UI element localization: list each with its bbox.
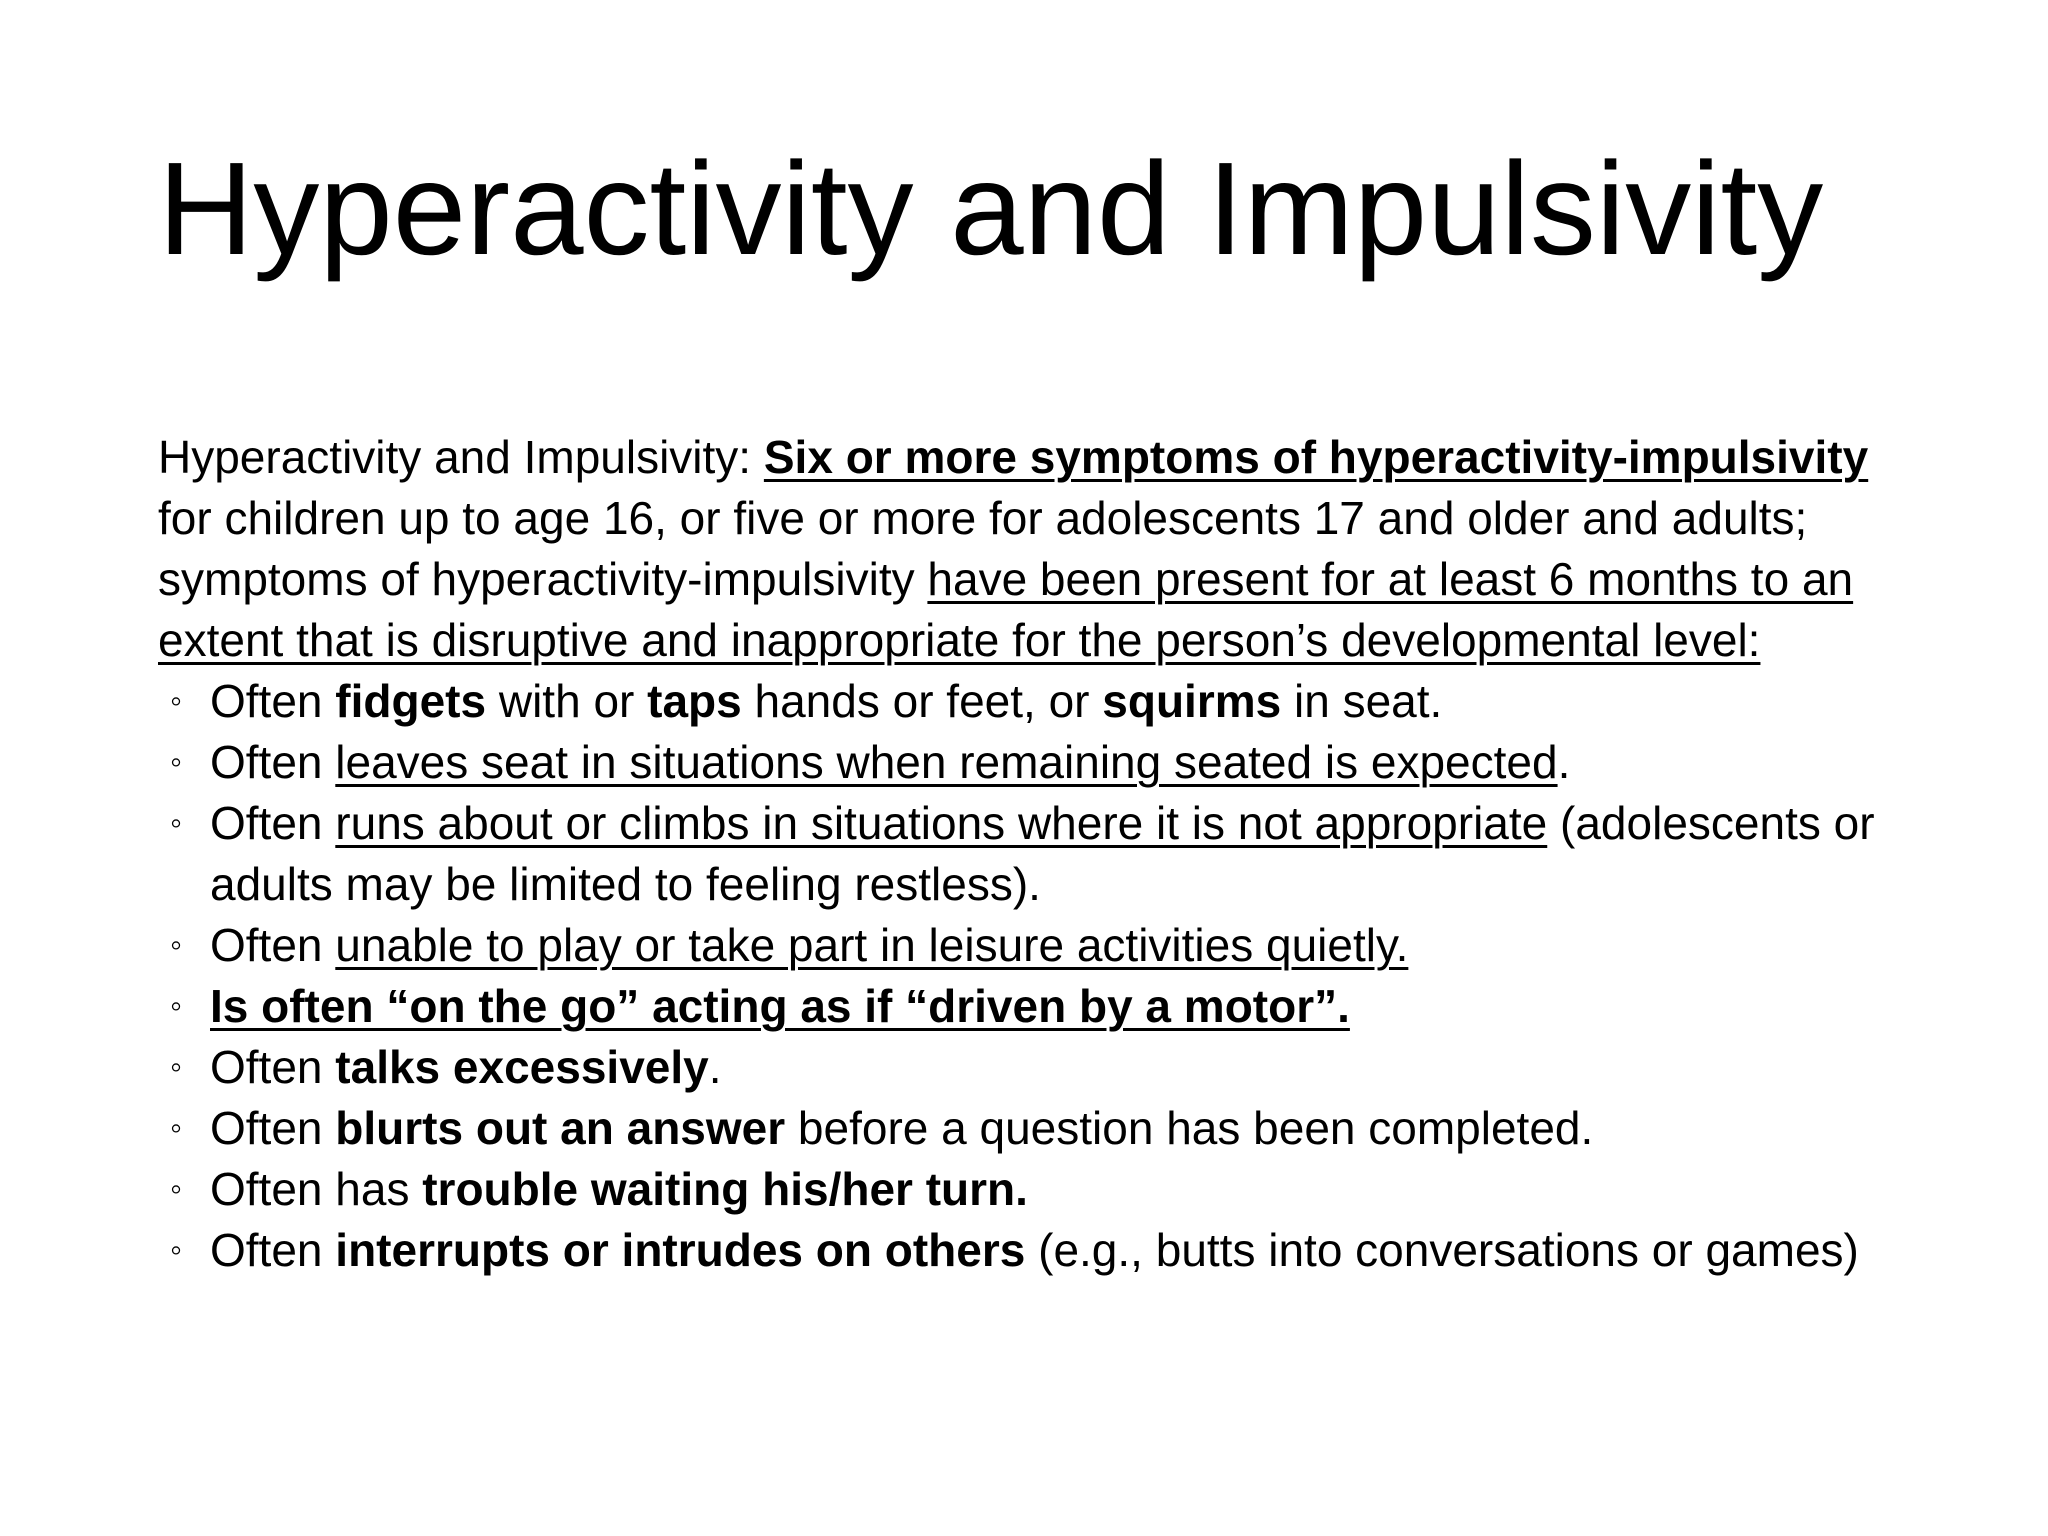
symptom-text: runs about or climbs in situations where it is not appropriate	[335, 797, 1548, 849]
symptom-text: talks excessively	[335, 1041, 709, 1093]
intro-paragraph	[158, 427, 1898, 671]
symptom-text: blurts out an answer	[335, 1102, 786, 1154]
symptom-text: .	[708, 1041, 722, 1093]
symptom-item	[158, 1037, 1898, 1098]
symptom-text: Often has	[210, 1163, 423, 1215]
symptom-list	[158, 671, 1898, 1281]
symptom-text: Often	[210, 1224, 336, 1276]
symptom-item	[158, 671, 1898, 732]
symptom-text: hands or feet, or	[741, 675, 1103, 727]
intro-middle: for children up to age 16, or five or more for adolescents 17 and older and adults; symptoms of hyperactivity-impulsivity	[158, 492, 1808, 605]
symptom-text: Often	[210, 1041, 336, 1093]
symptom-text: (e.g., butts into conversations or games)	[1025, 1224, 1859, 1276]
symptom-text: Often	[210, 1102, 336, 1154]
bullet-icon: ◦	[170, 1048, 183, 1086]
symptom-text: unable to play or take part in leisure activities quietly.	[335, 919, 1409, 971]
bullet-icon: ◦	[170, 1170, 183, 1208]
intro-lead: Hyperactivity and Impulsivity:	[158, 431, 764, 483]
intro-emphasis: Six or more symptoms of hyperactivity-impulsivity	[763, 431, 1869, 483]
symptom-text: Often	[210, 675, 336, 727]
bullet-icon: ◦	[170, 926, 183, 964]
bullet-icon: ◦	[170, 804, 183, 842]
bullet-icon: ◦	[170, 987, 183, 1025]
bullet-icon: ◦	[170, 682, 183, 720]
bullet-icon: ◦	[170, 1231, 183, 1269]
slide-title: Hyperactivity and Impulsivity	[158, 135, 1824, 282]
symptom-item	[158, 976, 1898, 1037]
symptom-text: .	[1557, 736, 1571, 788]
symptom-text: trouble waiting his/her turn.	[422, 1163, 1028, 1215]
symptom-item	[158, 732, 1898, 793]
symptom-text: leaves seat in situations when remaining seated is expected	[335, 736, 1558, 788]
intro-underlined: have been present for at least 6 months to an extent that is disruptive and inappropriate for the person’s developmental level:	[158, 553, 1854, 666]
symptom-text: interrupts or intrudes on others	[335, 1224, 1026, 1276]
symptom-item	[158, 915, 1898, 976]
bullet-icon: ◦	[170, 1109, 183, 1147]
symptom-text: Often	[210, 797, 336, 849]
bullet-icon: ◦	[170, 743, 183, 781]
symptom-text: Often	[210, 736, 336, 788]
symptom-text: with or	[486, 675, 648, 727]
slide-body	[158, 427, 1898, 1281]
symptom-text: in seat.	[1281, 675, 1443, 727]
symptom-text: Is often “on the go” acting as if “driven by a motor”.	[210, 980, 1350, 1032]
symptom-text: squirms	[1102, 675, 1282, 727]
symptom-text: before a question has been completed.	[785, 1102, 1594, 1154]
symptom-text: Often	[210, 919, 336, 971]
symptom-text: (adolescents or adults may be limited to feeling restless).	[210, 797, 1875, 910]
symptom-text: taps	[647, 675, 742, 727]
symptom-item	[158, 1220, 1898, 1281]
symptom-item	[158, 1098, 1898, 1159]
symptom-item	[158, 1159, 1898, 1220]
symptom-text: fidgets	[335, 675, 487, 727]
symptom-item	[158, 793, 1898, 915]
